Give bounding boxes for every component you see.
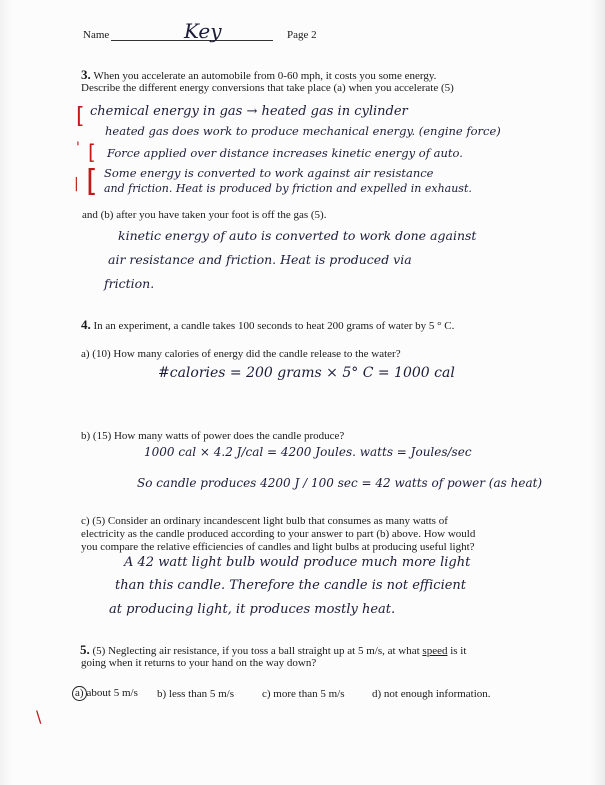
q3b-answer-line2: air resistance and friction. Heat is produced via: [108, 252, 412, 267]
q5-speed-word: speed: [422, 645, 448, 657]
q4a-answer: #calories = 200 grams × 5° C = 1000 cal: [158, 365, 455, 381]
q3-prompt-line1: 3. When you accelerate an automobile from 0-60 mph, it costs you some energy.: [81, 67, 437, 82]
q5-option-a: [72, 686, 138, 701]
red-check-mark: \: [36, 707, 42, 726]
q4b-answer-line1: 1000 cal × 4.2 J/cal = 4200 Joules. watts = Joules/sec: [144, 445, 472, 459]
q3b-answer-line3: friction.: [104, 276, 155, 291]
q4c-answer-line2: than this candle. Therefore the candle is not efficient: [115, 578, 467, 593]
q5-option-b: b) less than 5 m/s: [157, 688, 234, 700]
name-value: Key: [184, 19, 222, 43]
q5-option-c: c) more than 5 m/s: [262, 688, 345, 700]
q5-option-a-circled-letter: a): [72, 686, 87, 701]
red-tick-2: |: [74, 176, 79, 192]
red-bracket-1: [: [76, 104, 85, 129]
q4b-prompt: b) (15) How many watts of power does the candle produce?: [81, 430, 345, 442]
name-label: Name: [83, 29, 110, 41]
q4b-answer-line2: So candle produces 4200 J / 100 sec = 42 watts of power (as heat): [137, 476, 543, 490]
red-bracket-3: [: [86, 164, 98, 199]
q5-option-a-text: about 5 m/s: [86, 687, 138, 699]
q5-option-d: d) not enough information.: [372, 688, 491, 700]
q5-number: 5.: [80, 642, 90, 657]
q5-prompt-line1: 5. (5) Neglecting air resistance, if you toss a ball straight up at 5 m/s, at what speed is it: [80, 642, 467, 657]
q4a-prompt: a) (10) How many calories of energy did the candle release to the water?: [81, 348, 401, 360]
q4-number: 4.: [81, 317, 91, 332]
q3a-answer-line4: Some energy is converted to work against air resistance: [104, 166, 434, 180]
page-number: Page 2: [287, 29, 317, 41]
q5-prompt-line2: going when it returns to your hand on the way down?: [81, 657, 317, 669]
q3-prompt-line2: Describe the different energy conversions that take place (a) when you accelerate (5): [81, 82, 454, 94]
q4-prompt: 4. In an experiment, a candle takes 100 seconds to heat 200 grams of water by 5 ° C.: [81, 317, 455, 332]
red-tick-1: ': [76, 140, 80, 156]
q3a-answer-line5: and friction. Heat is produced by friction and expelled in exhaust.: [104, 182, 472, 195]
q3b-answer-line1: kinetic energy of auto is converted to work done against: [118, 228, 477, 243]
q4c-prompt-line3: you compare the relative efficiencies of candles and light bulbs at producing useful light?: [81, 541, 475, 553]
q3-number: 3.: [81, 67, 91, 82]
q4c-prompt-line2: electricity as the candle produced according to your answer to part (b) above. How would: [81, 528, 476, 540]
q4c-answer-line1: A 42 watt light bulb would produce much more light: [124, 555, 471, 570]
q3a-answer-line3: Force applied over distance increases kinetic energy of auto.: [107, 146, 463, 160]
q3a-answer-line1: chemical energy in gas → heated gas in cylinder: [90, 104, 408, 119]
q4c-prompt-line1: c) (5) Consider an ordinary incandescent light bulb that consumes as many watts of: [81, 515, 448, 527]
q4c-answer-line3: at producing light, it produces mostly heat.: [109, 602, 396, 617]
q3a-answer-line2: heated gas does work to produce mechanical energy. (engine force): [105, 124, 501, 138]
q3b-label: and (b) after you have taken your foot is off the gas (5).: [82, 209, 327, 221]
red-bracket-2: [: [88, 140, 96, 164]
